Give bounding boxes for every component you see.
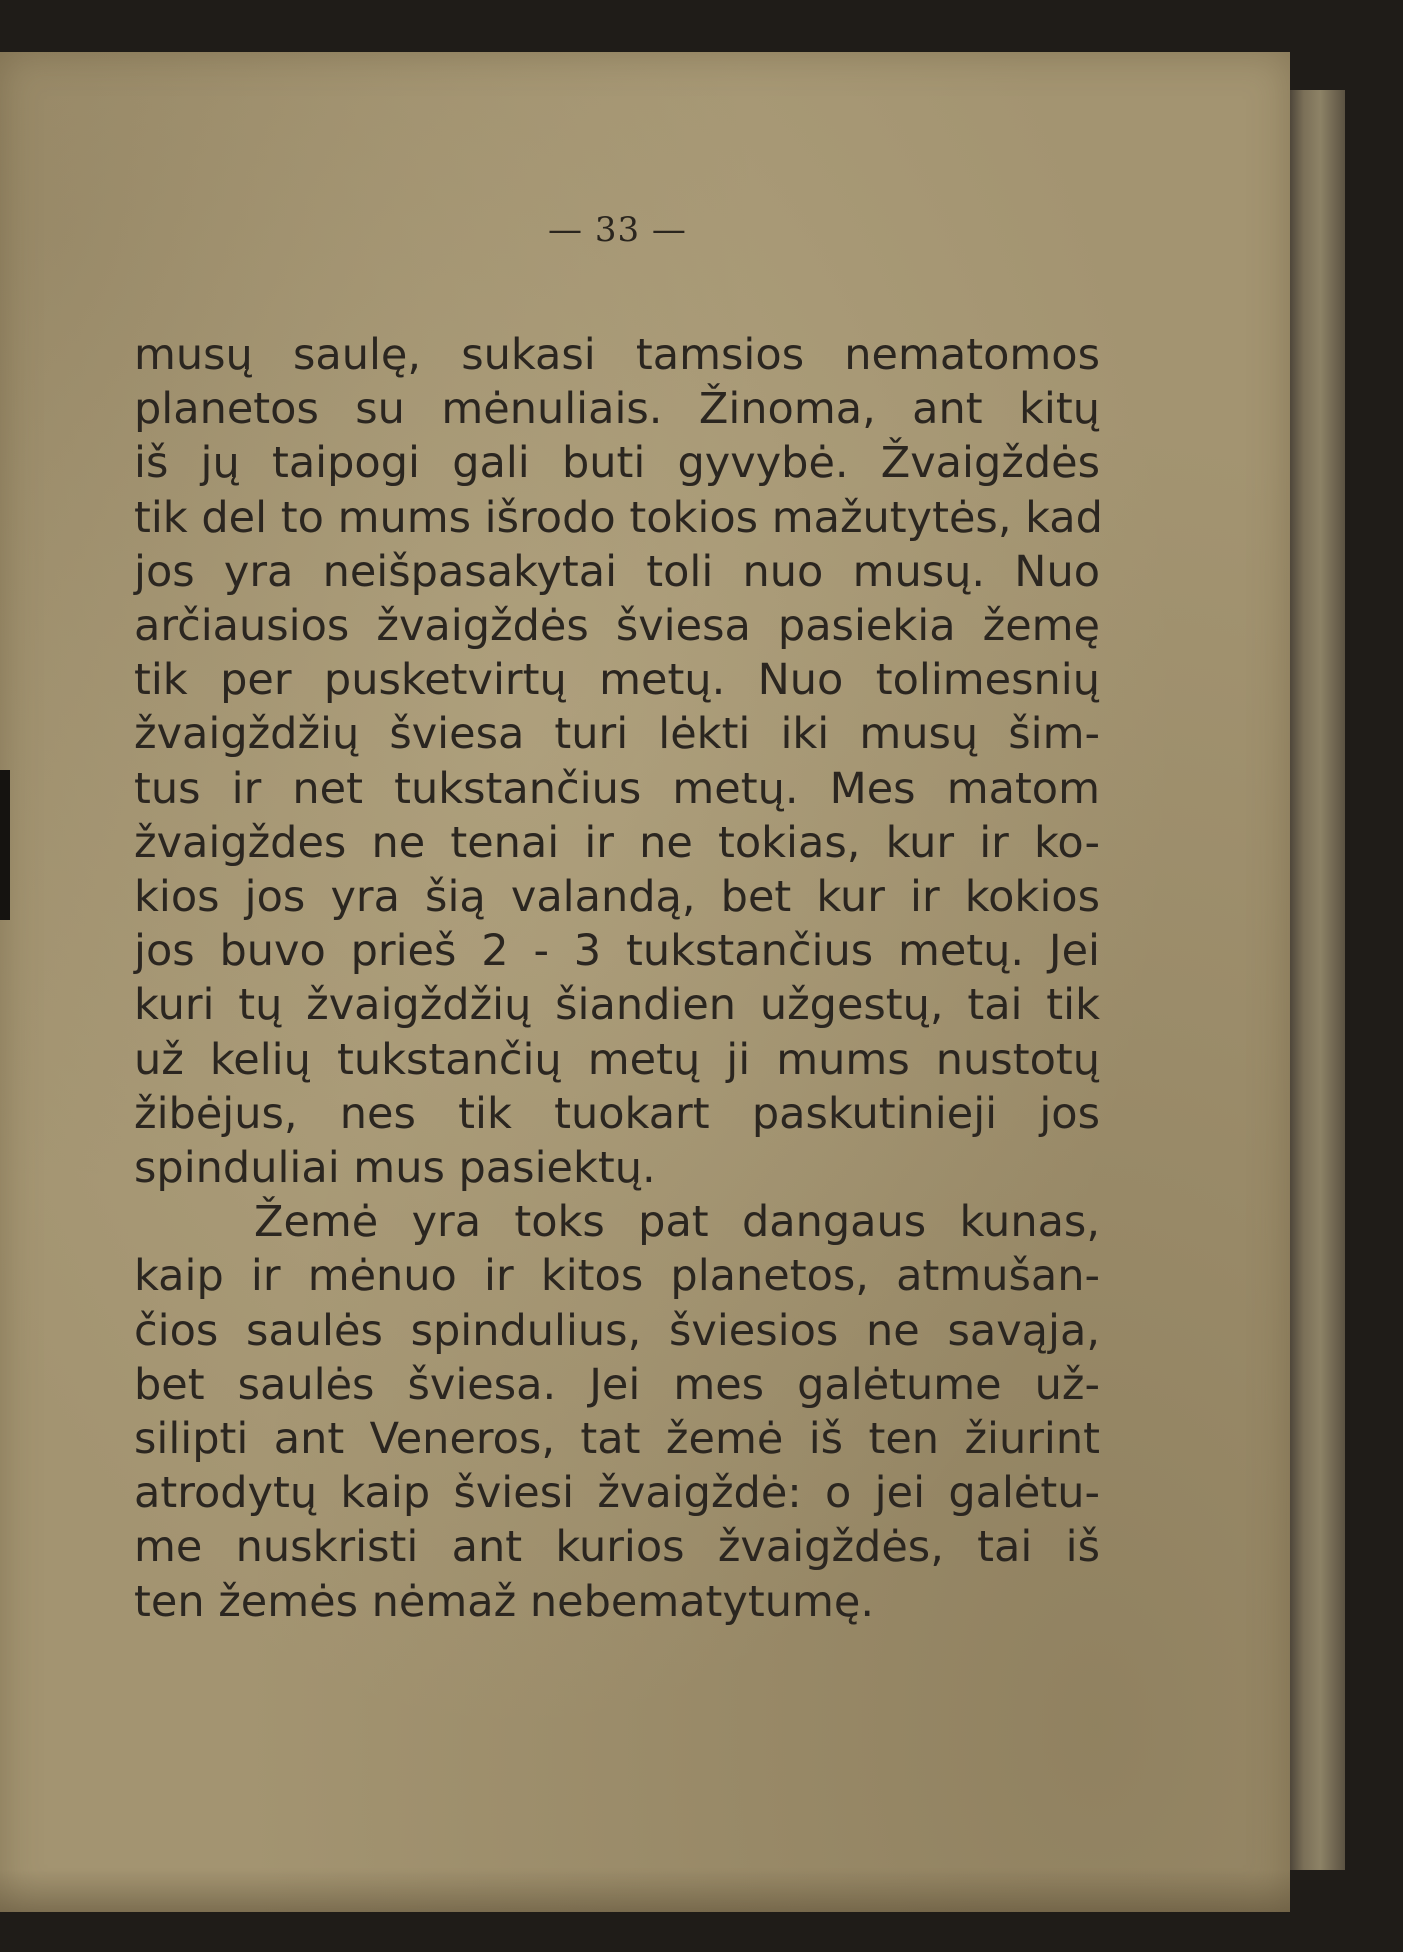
binding-edge	[1290, 90, 1345, 1870]
text-line: žibėjus, nes tik tuokart paskutinieji jos	[134, 1088, 1100, 1139]
text-line: žvaigždes ne tenai ir ne tokias, kur ir ko-	[134, 817, 1100, 868]
left-edge-shadow	[0, 770, 10, 920]
text-line: silipti ant Veneros, tat žemė iš ten žiurint	[134, 1414, 1100, 1465]
text-line: už kelių tukstančių metų ji mums nustotų	[134, 1034, 1100, 1085]
text-line: atrodytų kaip šviesi žvaigždė: o jei galėtu-	[134, 1468, 1100, 1519]
text-line: čios saulės spindulius, šviesios ne savąja,	[134, 1305, 1100, 1356]
text-line: arčiausios žvaigždės šviesa pasiekia žemę	[134, 601, 1100, 652]
text-line: me nuskristi ant kurios žvaigždės, tai iš	[134, 1522, 1100, 1573]
text-line: ten žemės nėmaž nebematytumę.	[134, 1576, 874, 1627]
text-line: tus ir net tukstančius metų. Mes matom	[134, 763, 1100, 814]
text-line: žvaigždžių šviesa turi lėkti iki musų šim-	[134, 709, 1100, 760]
text-line: bet saulės šviesa. Jei mes galėtume už-	[134, 1359, 1100, 1410]
text-line: kuri tų žvaigždžių šiandien užgestų, tai tik	[134, 980, 1100, 1031]
text-line: tik del to mums išrodo tokios mažutytės, kad	[134, 492, 1103, 543]
text-line: spinduliai mus pasiektų.	[134, 1143, 656, 1194]
text-line: jos buvo prieš 2 - 3 tukstančius metų. Jei	[134, 926, 1100, 977]
text-line: kios jos yra šią valandą, bet kur ir kokios	[134, 872, 1100, 923]
page-number: — 33 —	[548, 210, 687, 250]
text-line: Žemė yra toks pat dangaus kunas,	[254, 1197, 1100, 1248]
paragraph-1	[134, 328, 1103, 1195]
text-line: jos yra neišpasakytai toli nuo musų. Nuo	[134, 546, 1100, 597]
text-line: planetos su mėnuliais. Žinoma, ant kitų	[134, 384, 1100, 435]
text-line: musų saulę, sukasi tamsios nematomos	[134, 330, 1100, 380]
body-text	[134, 328, 1103, 1629]
text-line: iš jų taipogi gali buti gyvybė. Žvaigždės	[134, 438, 1100, 489]
text-line: kaip ir mėnuo ir kitos planetos, atmušan-	[134, 1251, 1100, 1302]
paragraph-2	[134, 1195, 1100, 1629]
text-line: tik per pusketvirtų metų. Nuo tolimesnių	[134, 655, 1100, 706]
bottom-edge-shadow	[0, 1870, 1290, 1912]
